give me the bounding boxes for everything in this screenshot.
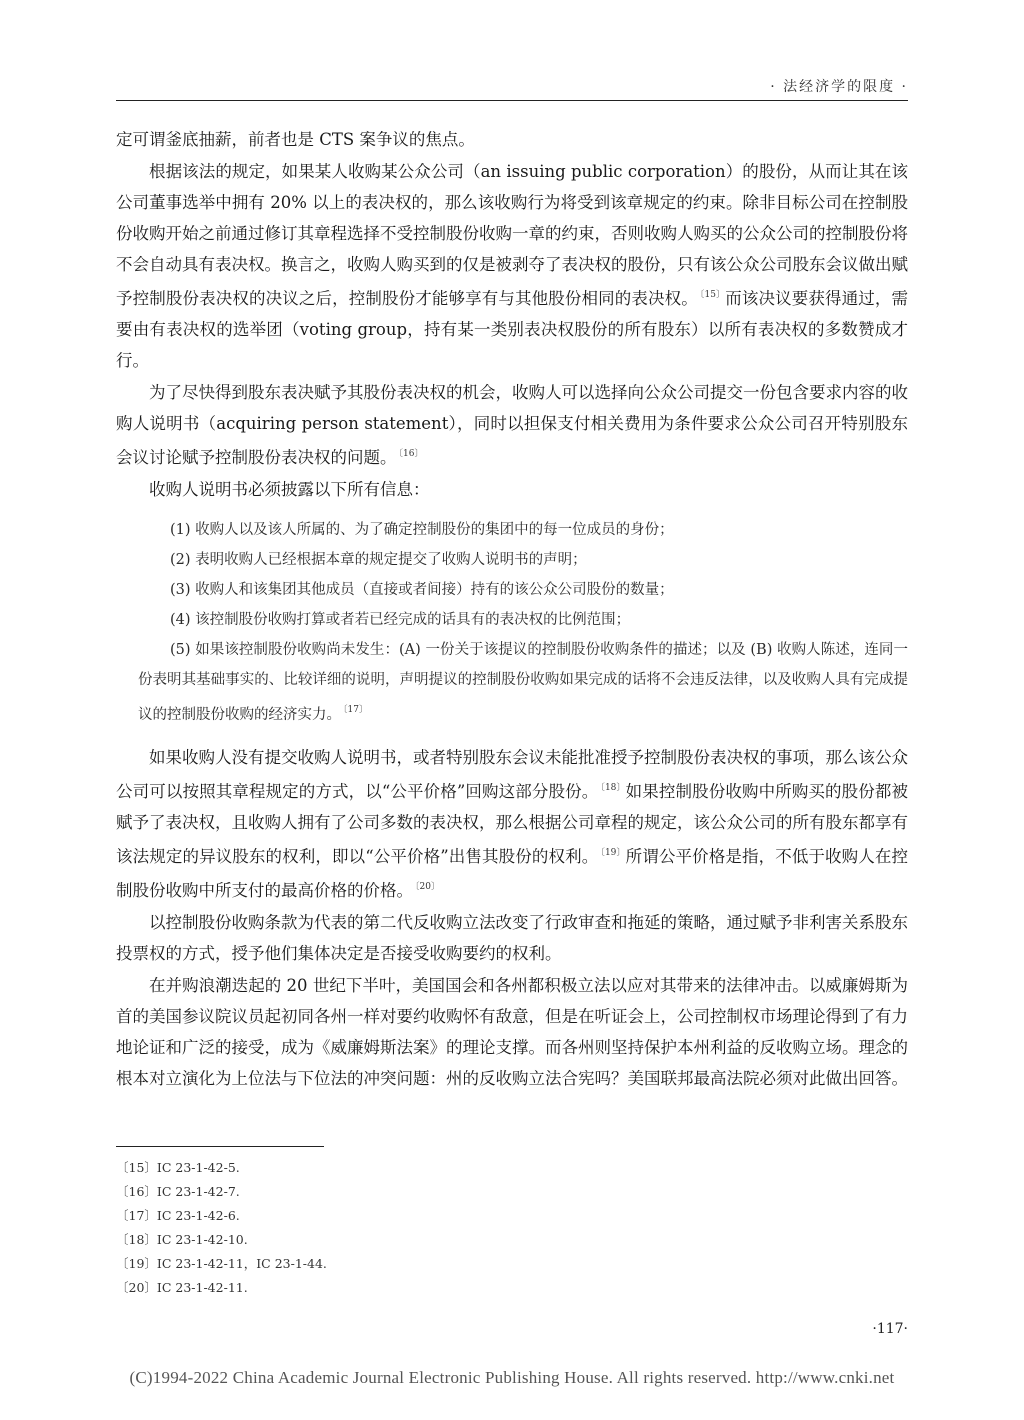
paragraph-5: [116, 742, 908, 906]
disclosure-item-5-text: (5) 如果该控制股份收购尚未发生：(A) 一份关于该提议的控制股份收购条件的描述；以及 (B) 收购人陈述，连同一份表明其基础事实的、比较详细的说明，声明提议的控制股份收购如果完成的话将不会违反法律，以及收购人具有完成提议的控制股份收购的经济实力。: [138, 642, 908, 723]
footnote-ref-20[interactable]: 〔20〕: [415, 882, 440, 892]
disclosure-item-2: (2) 表明收购人已经根据本章的规定提交了收购人说明书的声明；: [170, 552, 587, 568]
footnote-15: 〔15〕IC 23-1-42-5.: [116, 1160, 240, 1175]
paragraph-6: 以控制股份收购条款为代表的第二代反收购立法改变了行政审查和拖延的策略，通过赋予非利害关系股东投票权的方式，授予他们集体决定是否接受收购要约的权利。: [116, 913, 908, 963]
page-number: ·117·: [872, 1321, 908, 1337]
paragraph-5-text-b: 如果控制股份收购中所购买的股份都被赋予了表决权，且收购人拥有了公司多数的表决权，那么根据公司章程的规定，该公众公司的所有股东都享有该法规定的异议股东的权利，即以“公平价格”出售其股份的权利。: [116, 782, 909, 866]
disclosure-item-3: (3) 收购人和该集团其他成员（直接或者间接）持有的该公众公司股份的数量；: [170, 582, 674, 598]
disclosure-list: [116, 515, 908, 730]
article-body: [116, 124, 908, 1095]
footnote-19: 〔19〕IC 23-1-42-11，IC 23-1-44.: [116, 1256, 327, 1271]
footnote-ref-17[interactable]: 〔17〕: [343, 705, 368, 715]
running-header: · 法经济学的限度 ·: [770, 79, 908, 95]
paragraph-1: 定可谓釜底抽薪，前者也是 CTS 案争议的焦点。: [116, 130, 475, 149]
header-rule: [116, 100, 908, 101]
footnote-17: 〔17〕IC 23-1-42-6.: [116, 1208, 240, 1223]
footnote-16: 〔16〕IC 23-1-42-7.: [116, 1184, 240, 1199]
paragraph-2: [116, 156, 908, 376]
paragraph-4: 收购人说明书必须披露以下所有信息：: [149, 480, 430, 499]
disclosure-item-4: (4) 该控制股份收购打算或者若已经完成的话具有的表决权的比例范围；: [170, 612, 631, 628]
footnote-20: 〔20〕IC 23-1-42-11.: [116, 1280, 248, 1295]
paragraph-3: [116, 377, 908, 473]
footnote-ref-18[interactable]: 〔18〕: [600, 783, 626, 793]
footnote-18: 〔18〕IC 23-1-42-10.: [116, 1232, 248, 1247]
footnote-ref-15[interactable]: 〔15〕: [699, 290, 726, 300]
disclosure-item-1: (1) 收购人以及该人所属的、为了确定控制股份的集团中的每一位成员的身份；: [170, 522, 674, 538]
paragraph-5-text-a: 如果收购人没有提交收购人说明书，或者特别股东会议未能批准授予控制股份表决权的事项，那么该公众公司可以按照其章程规定的方式，以“公平价格”回购这部分股份。: [116, 748, 908, 801]
paragraph-2-text-b: 而该决议要获得通过，需要由有表决权的选举团（voting group，持有某一类别表决权股份的所有股东）以所有表决权的多数赞成才行。: [116, 289, 909, 370]
footnote-ref-16[interactable]: 〔16〕: [398, 449, 424, 459]
paragraph-5-text-c: 所谓公平价格是指，不低于收购人在控制股份收购中所支付的最高价格的价格。: [116, 847, 909, 900]
footnote-ref-19[interactable]: 〔19〕: [600, 848, 626, 858]
paragraph-2-text-a: 根据该法的规定，如果某人收购某公众公司（an issuing public corporation）的股份，从而让其在该公司董事选举中拥有 20% 以上的表决权的，那么该收购行为将受到该章规定的约束。除非目标公司在控制股份收购开始之前通过修订其章程选择不受控制股份收购一章的约束，否则收购人购买的公众公司的控制股份将不会自动具有表决权。换言之，收购人购买到的仅是被剥夺了表决权的股份，只有该公众公司股东会议做出赋予控制股份表决权的决议之后，控制股份才能够享有与其他股份相同的表决权。: [116, 162, 908, 308]
footnote-rule: [116, 1146, 324, 1147]
paragraph-3-text: 为了尽快得到股东表决赋予其股份表决权的机会，收购人可以选择向公众公司提交一份包含要求内容的收购人说明书（acquiring person statement），同时以担保支付相关费用为条件要求公众公司召开特别股东会议讨论赋予控制股份表决权的问题。: [116, 383, 908, 467]
paragraph-7: 在并购浪潮迭起的 20 世纪下半叶，美国国会和各州都积极立法以应对其带来的法律冲击。以威廉姆斯为首的美国参议院议员起初同各州一样对要约收购怀有敌意，但是在听证会上，公司控制权市场理论得到了有力地论证和广泛的接受，成为《威廉姆斯法案》的理论支撑。而各州则坚持保护本州利益的反收购立场。理念的根本对立演化为上位法与下位法的冲突问题：州的反收购立法合宪吗？美国联邦最高法院必须对此做出回答。: [116, 976, 908, 1088]
footnotes: [116, 1156, 716, 1300]
copyright-notice: (C)1994-2022 China Academic Journal Electronic Publishing House. All rights reserved. http://www.cnki.net: [129, 1368, 895, 1387]
disclosure-item-5: [138, 635, 908, 730]
